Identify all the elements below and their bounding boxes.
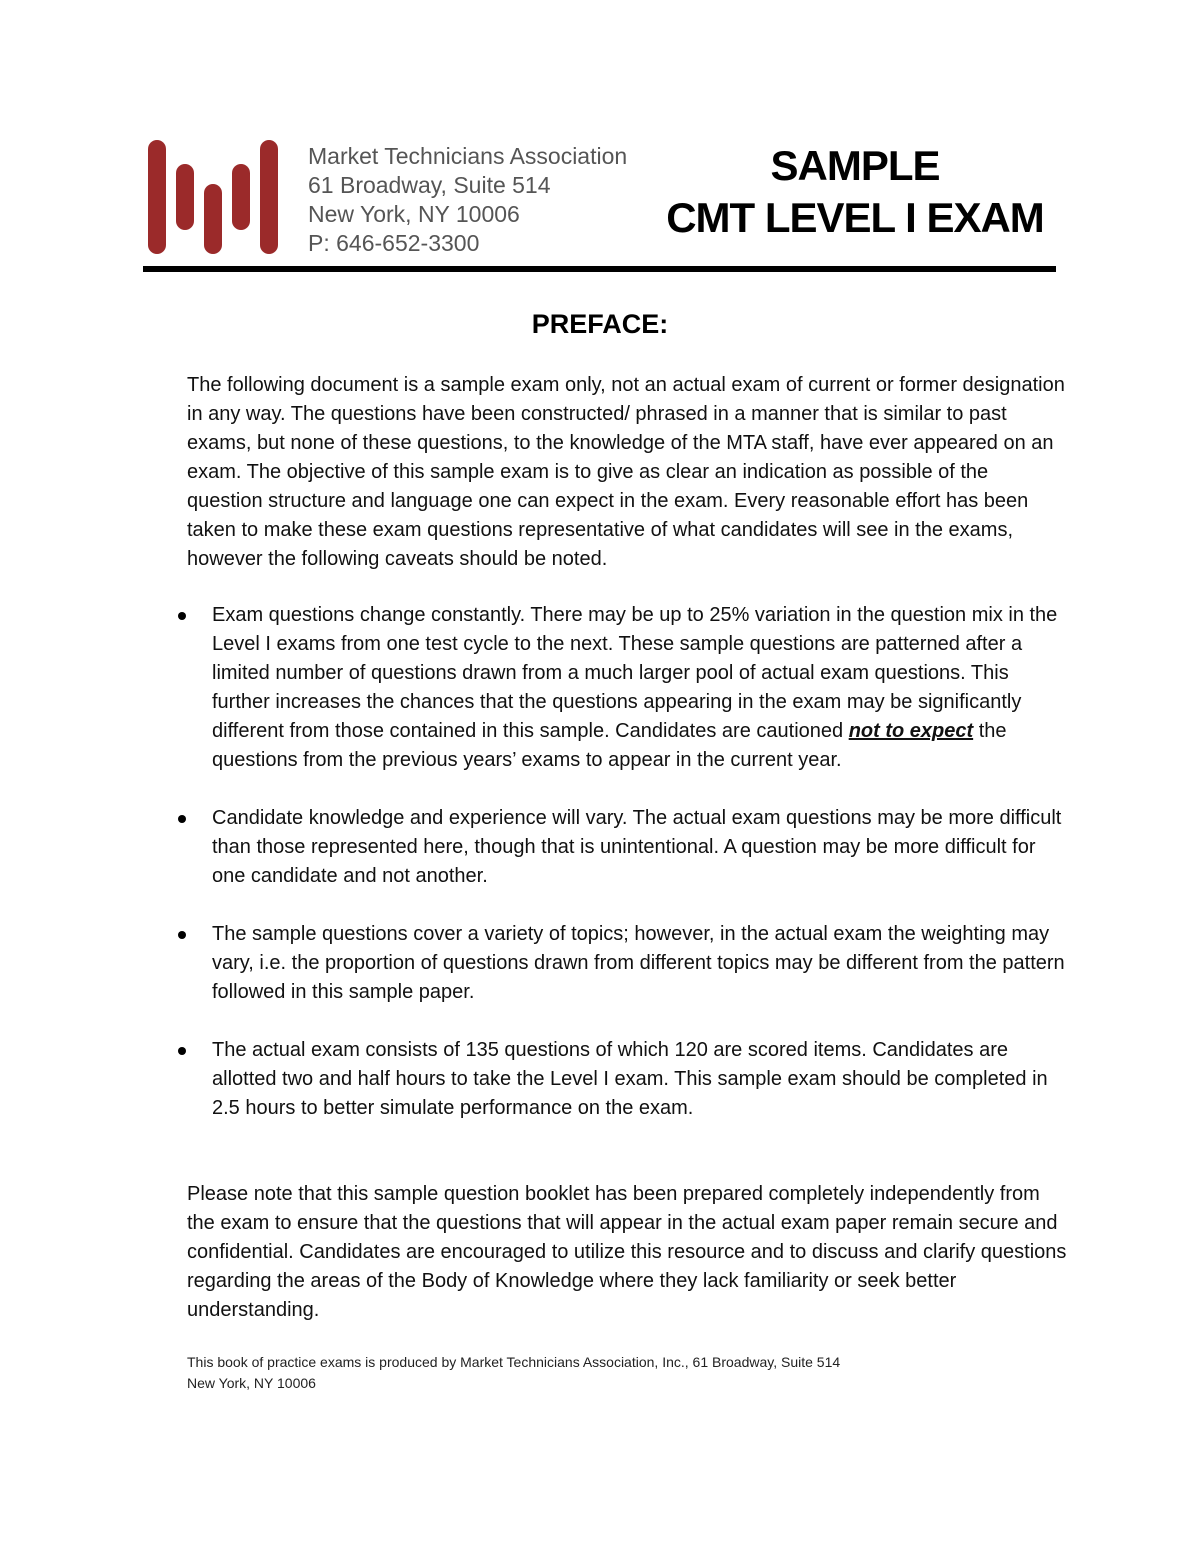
city-state-zip: New York, NY 10006 (308, 201, 520, 227)
footer-line-1: This book of practice exams is produced by Market Technicians Association, Inc., 61 Broadway, Suite 514 (187, 1354, 841, 1370)
logo-bar-4 (232, 164, 250, 230)
caveat-item (176, 920, 1066, 1007)
organization-name: Market Technicians Association (308, 143, 628, 169)
caveat-item (176, 804, 1066, 891)
document-title (640, 140, 1070, 244)
footer-note (187, 1352, 1067, 1394)
caveat-text-before: Exam questions change constantly. There may be up to 25% variation in the question mix in the Level I exams from one test cycle to the next. These sample questions are patterned after a limited number of questions drawn from a much larger pool of actual exam questions. This further increases the chances that the questions appearing in the exam may be significantly different from those contained in this sample. Candidates are cautioned (212, 604, 1058, 742)
title-line-1: SAMPLE (770, 142, 940, 189)
caveat-text: The sample questions cover a variety of topics; however, in the actual exam the weighting may vary, i.e. the proportion of questions drawn from different topics may be different from the pattern followed in this sample paper. (212, 923, 1065, 1003)
title-line-2: CMT LEVEL I EXAM (666, 194, 1044, 241)
street-address: 61 Broadway, Suite 514 (308, 172, 551, 198)
preface-heading: PREFACE: (531, 309, 669, 339)
footer-line-2: New York, NY 10006 (187, 1375, 316, 1391)
caveat-text-after: the questions from the previous years’ exams to appear in the current year. (212, 720, 1007, 771)
logo-bar-1 (148, 140, 166, 254)
bullet-icon (178, 612, 186, 620)
bullet-icon (178, 1047, 186, 1055)
logo-bar-3 (204, 184, 222, 254)
caveat-item (176, 601, 1066, 775)
caveat-text: The actual exam consists of 135 questions of which 120 are scored items. Candidates are allotted two and half hours to take the Level I exam. This sample exam should be completed in 2.5 hours to better simulate performance on the exam. (212, 1039, 1048, 1119)
logo-bar-2 (176, 164, 194, 230)
bullet-icon (178, 815, 186, 823)
bullet-icon (178, 931, 186, 939)
mta-bars-logo-icon (144, 138, 284, 258)
organization-address (308, 142, 627, 258)
logo-bar-5 (260, 140, 278, 254)
phone-number: P: 646-652-3300 (308, 230, 480, 256)
closing-paragraph: Please note that this sample question booklet has been prepared completely independently from the exam to ensure that the questions that will appear in the actual exam paper remain secure and confidential. Candidates are encouraged to utilize this resource and to discuss and clarify questions regarding the areas of the Body of Knowledge where they lack familiarity or seek better understanding. (187, 1183, 1067, 1321)
caveats-list (176, 601, 1066, 1152)
intro-paragraph: The following document is a sample exam only, not an actual exam of current or former designation in any way. The questions have been constructed/ phrased in a manner that is similar to past exams, but none of these questions, to the knowledge of the MTA staff, have ever appeared on an exam. The objective of this sample exam is to give as clear an indication as possible of the question structure and language one can expect in the exam. Every reasonable effort has been taken to make these exam questions representative of what candidates will see in the exams, however the following caveats should be noted. (187, 374, 1065, 570)
caveat-emphasis: not to expect (848, 720, 974, 742)
header-divider (143, 266, 1056, 272)
caveat-text: Candidate knowledge and experience will vary. The actual exam questions may be more difficult than those represented here, though that is unintentional. A question may be more difficult for one candidate and not another. (212, 807, 1062, 887)
caveat-item (176, 1036, 1066, 1123)
